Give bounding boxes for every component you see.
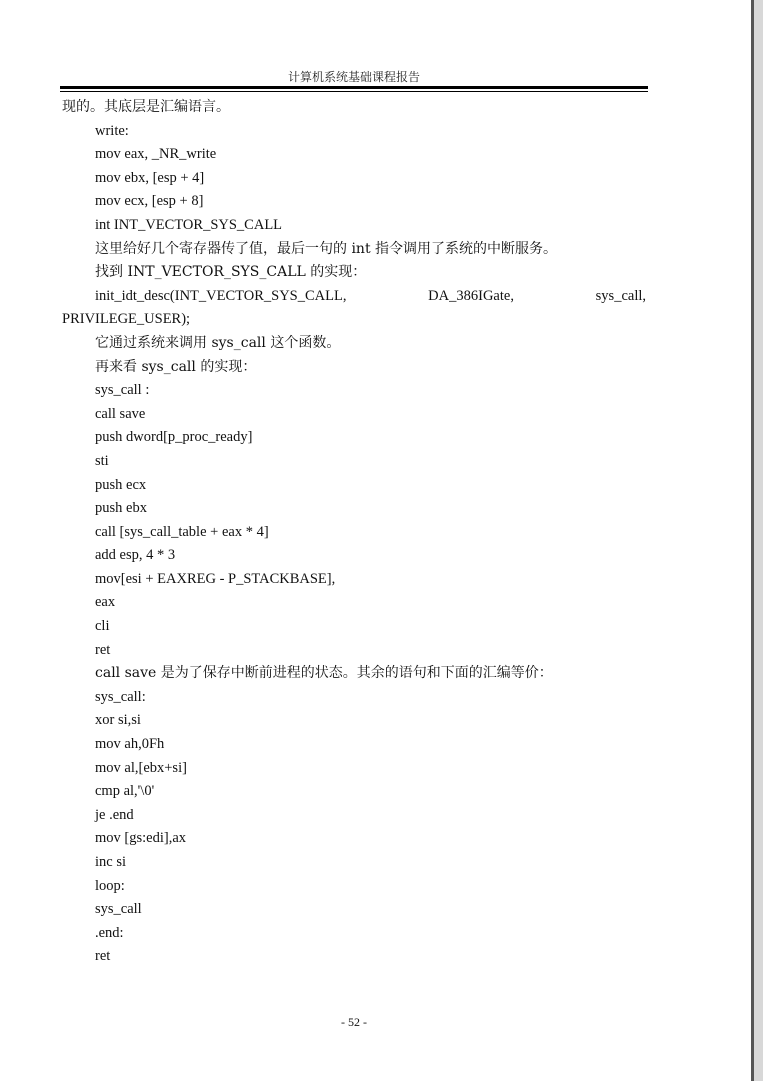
code-line-wrapped: PRIVILEGE_USER); (62, 311, 191, 328)
page-body (62, 96, 646, 969)
code-line: mov eax, _NR_write (95, 146, 217, 163)
code-token: sys_call, (595, 287, 646, 304)
code-line: mov ebx, [esp + 4] (95, 169, 205, 186)
code-line: je .end (95, 806, 134, 823)
code-token: init_idt_desc(INT_VECTOR_SYS_CALL, (95, 287, 347, 304)
code-line: cli (95, 618, 110, 635)
page-number: - 52 - (341, 1015, 367, 1029)
code-token: DA_386IGate, (428, 287, 514, 304)
code-line: mov ah,0Fh (95, 736, 165, 753)
code-line: add esp, 4 * 3 (95, 547, 176, 564)
header-rule-thin (60, 91, 648, 92)
code-line-justified (62, 285, 646, 309)
body-paragraph: 再来看 sys_call 的实现： (95, 358, 257, 375)
body-paragraph: 这里给好几个寄存器传了值，最后一句的 int 指令调用了系统的中断服务。 (95, 240, 558, 257)
code-line: mov[esi + EAXREG - P_STACKBASE], (95, 570, 336, 587)
header-rule-thick (60, 86, 648, 89)
code-line: loop: (95, 877, 125, 894)
code-line: inc si (95, 854, 127, 870)
code-line: write: (95, 122, 129, 139)
code-line: sti (95, 452, 109, 469)
running-header-title: 计算机系统基础课程报告 (287, 70, 420, 84)
code-line: ret (95, 948, 111, 965)
code-line: call save (95, 405, 146, 422)
code-line: int INT_VECTOR_SYS_CALL (95, 216, 283, 233)
code-line: push ebx (95, 500, 147, 517)
code-line: sys_call: (95, 688, 146, 705)
code-line: sys_call (95, 901, 142, 918)
code-line: eax (95, 594, 116, 611)
code-line: ret (95, 641, 111, 658)
code-line: push dword[p_proc_ready] (95, 429, 253, 446)
code-line: cmp al,'\0' (95, 783, 155, 800)
page-edge-shadow (754, 0, 763, 1081)
code-line: .end: (95, 924, 124, 941)
code-line: sys_call : (95, 382, 150, 399)
code-line: mov ecx, [esp + 8] (95, 193, 204, 210)
paragraph-continuation: 现的。其底层是汇编语言。 (62, 99, 230, 115)
code-line: push ecx (95, 476, 147, 493)
body-paragraph: call save 是为了保存中断前进程的状态。其余的语句和下面的汇编等价： (95, 665, 553, 682)
code-line: mov [gs:edi],ax (95, 830, 187, 847)
code-line: xor si,si (95, 712, 141, 729)
code-line: mov al,[ebx+si] (95, 759, 187, 776)
body-paragraph: 它通过系统来调用 sys_call 这个函数。 (95, 334, 341, 351)
body-paragraph: 找到 INT_VECTOR_SYS_CALL 的实现： (95, 264, 367, 281)
code-line: call [sys_call_table + eax * 4] (95, 523, 269, 540)
